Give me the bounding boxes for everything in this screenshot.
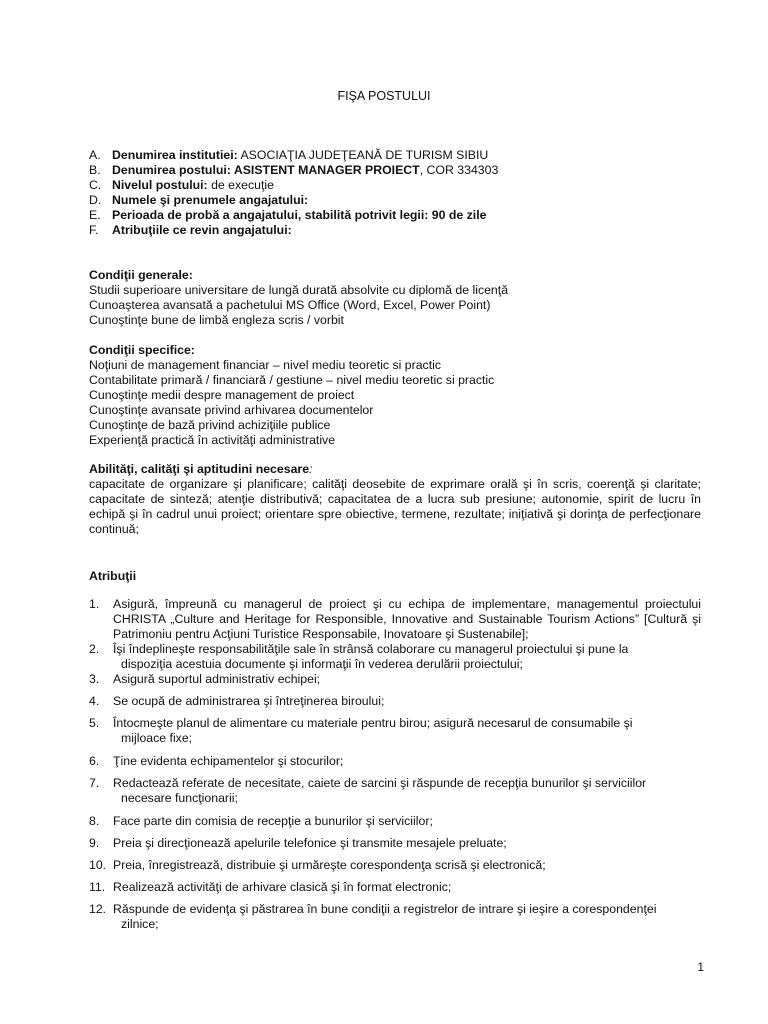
detail-value: ASOCIAŢIA JUDEŢEANĂ DE TURISM SIBIU <box>237 148 489 162</box>
condition-line: Contabilitate primară / financiară / gestiune – nivel mediu teoretic si practic <box>89 373 495 387</box>
abilities-heading-text: Abilităţi, calităţi şi aptitudini necesare <box>89 462 310 476</box>
detail-letter: E. <box>89 208 101 222</box>
condition-line: Experienţă practică în activităţi administrative <box>89 433 336 447</box>
list-item <box>89 672 701 694</box>
detail-label: Atribuţiile ce revin angajatului: <box>112 223 292 237</box>
detail-row-f <box>89 223 649 238</box>
item-text: Asigură, împreună cu managerul de proiect şi cu echipa de implementare, managementul proiectului CHRISTA „Culture and Heritage for Responsible, Innovative and Sustainable Tourism Actions” [Cultură şi Patrimoniu pentru Acţiuni Turistice Responsabile, Inovatoare şi Sustenabile]; <box>113 597 701 641</box>
item-text-continuation: dispoziţia acestuia documente şi informaţii în vederea derulării proiectului; <box>121 657 523 671</box>
item-text: Îşi îndeplineşte responsabilităţile sale în strânsă colaborare cu managerul proiectului şi pune la <box>113 642 629 656</box>
item-text: Ţine evidenta echipamentelor şi stocurilor; <box>113 754 344 768</box>
list-item <box>89 716 701 754</box>
section-heading: Condiţii specifice: <box>89 343 195 357</box>
item-text-continuation: necesare funcţionarii; <box>121 791 238 805</box>
detail-row-e <box>89 208 649 223</box>
item-text: Asigură suportul administrativ echipei; <box>113 672 321 686</box>
condition-line: Noţiuni de management financiar – nivel mediu teoretic si practic <box>89 358 442 372</box>
list-item <box>89 776 701 814</box>
detail-value: de execuţie <box>207 178 274 192</box>
detail-label: Nivelul postului: <box>112 178 208 192</box>
list-item <box>89 814 701 836</box>
list-item <box>89 694 701 716</box>
list-item <box>89 754 701 776</box>
section-heading: Atribuţii <box>89 569 137 583</box>
item-number: 1. <box>89 597 100 611</box>
item-number: 3. <box>89 672 100 686</box>
list-item <box>89 597 701 642</box>
section-heading <box>89 462 709 477</box>
duties-heading <box>89 569 709 584</box>
abilities-heading-colon: : <box>309 462 313 476</box>
detail-letter: C. <box>89 178 102 192</box>
detail-label: Denumirea institutiei: <box>112 148 238 162</box>
item-text-block <box>113 902 701 934</box>
detail-letter: A. <box>89 148 101 162</box>
item-text: Preia şi direcţionează apelurile telefonice şi transmite mesajele preluate; <box>113 836 507 850</box>
detail-label: Numele şi prenumele angajatului: <box>112 193 309 207</box>
item-number: 2. <box>89 642 100 656</box>
item-text: Se ocupă de administrarea şi întreţinerea biroului; <box>113 694 385 708</box>
detail-label: Denumirea postului: <box>112 163 231 177</box>
list-item <box>89 836 701 858</box>
list-item <box>89 902 701 934</box>
item-text-block <box>113 776 701 814</box>
item-text: Redactează referate de necesitate, caiete de sarcini şi răspunde de recepţia bunurilor şi serviciilor <box>113 776 647 790</box>
detail-row-a <box>89 148 649 163</box>
list-item <box>89 858 701 880</box>
list-item <box>89 642 701 672</box>
detail-letter: F. <box>89 223 99 237</box>
section-heading: Condiţii generale: <box>89 268 193 282</box>
condition-line: Cunoştinţe medii despre management de proiect <box>89 388 355 402</box>
detail-label: Perioada de probă a angajatului, stabilită potrivit legii: 90 de zile <box>112 208 487 222</box>
item-text-continuation: zilnice; <box>121 917 159 931</box>
list-item <box>89 880 701 902</box>
item-number: 5. <box>89 716 100 730</box>
item-text-block <box>113 716 701 754</box>
item-number: 11. <box>89 880 106 894</box>
item-text: Face parte din comisia de recepţie a bunurilor şi serviciilor; <box>113 814 433 828</box>
item-number: 9. <box>89 836 100 850</box>
detail-letter: D. <box>89 193 102 207</box>
item-number: 10. <box>89 858 107 872</box>
item-number: 12. <box>89 902 107 916</box>
item-text: Răspunde de evidenţa şi păstrarea în bune condiţii a registrelor de intrare şi ieşire a corespondenţei <box>113 902 657 916</box>
document-title: FIŞA POSTULUI <box>337 89 431 103</box>
general-conditions <box>89 268 709 328</box>
page-number: 1 <box>697 960 704 974</box>
item-number: 8. <box>89 814 100 828</box>
institution-details <box>89 148 649 238</box>
detail-row-c <box>89 178 649 193</box>
item-number: 4. <box>89 694 100 708</box>
item-text-continuation: mijloace fixe; <box>121 731 193 745</box>
abilities-section <box>89 462 709 537</box>
detail-value-bold: ASISTENT MANAGER PROIECT <box>230 163 420 177</box>
specific-conditions <box>89 343 709 448</box>
detail-row-b <box>89 163 649 178</box>
item-text-block <box>113 642 701 672</box>
abilities-text: capacitate de organizare şi planificare; calităţi deosebite de exprimare orală şi în scris, coerenţă şi claritate; capacitate de sinteză; atenţie distributivă; capacitatea de a lucra sub presiune; autonomie, spirit de lucru în echipă şi în cadrul unui proiect; orientare spre obiective, termene, rezultate; iniţiativă şi dorinţa de perfecţionare continuă; <box>89 477 701 536</box>
condition-line: Cunoştinţe bune de limbă engleza scris / vorbit <box>89 313 344 327</box>
item-text: Întocmeşte planul de alimentare cu materiale pentru birou; asigură necesarul de consumabile şi <box>113 716 633 730</box>
item-number: 6. <box>89 754 100 768</box>
detail-row-d <box>89 193 649 208</box>
item-number: 7. <box>89 776 100 790</box>
detail-letter: B. <box>89 163 101 177</box>
condition-line: Cunoştinţe avansate privind arhivarea documentelor <box>89 403 374 417</box>
condition-line: Cunoaşterea avansată a pachetului MS Office (Word, Excel, Power Point) <box>89 298 491 312</box>
item-text: Preia, înregistrează, distribuie şi urmăreşte corespondenţa scrisă şi electronică; <box>113 858 546 872</box>
item-text: Realizează activităţi de arhivare clasică şi în format electronic; <box>113 880 452 894</box>
detail-value: , COR 334303 <box>419 163 499 177</box>
condition-line: Studii superioare universitare de lungă durată absolvite cu diplomă de licenţă <box>89 283 509 297</box>
condition-line: Cunoştinţe de bază privind achiziţiile publice <box>89 418 331 432</box>
duties-list <box>89 597 701 934</box>
